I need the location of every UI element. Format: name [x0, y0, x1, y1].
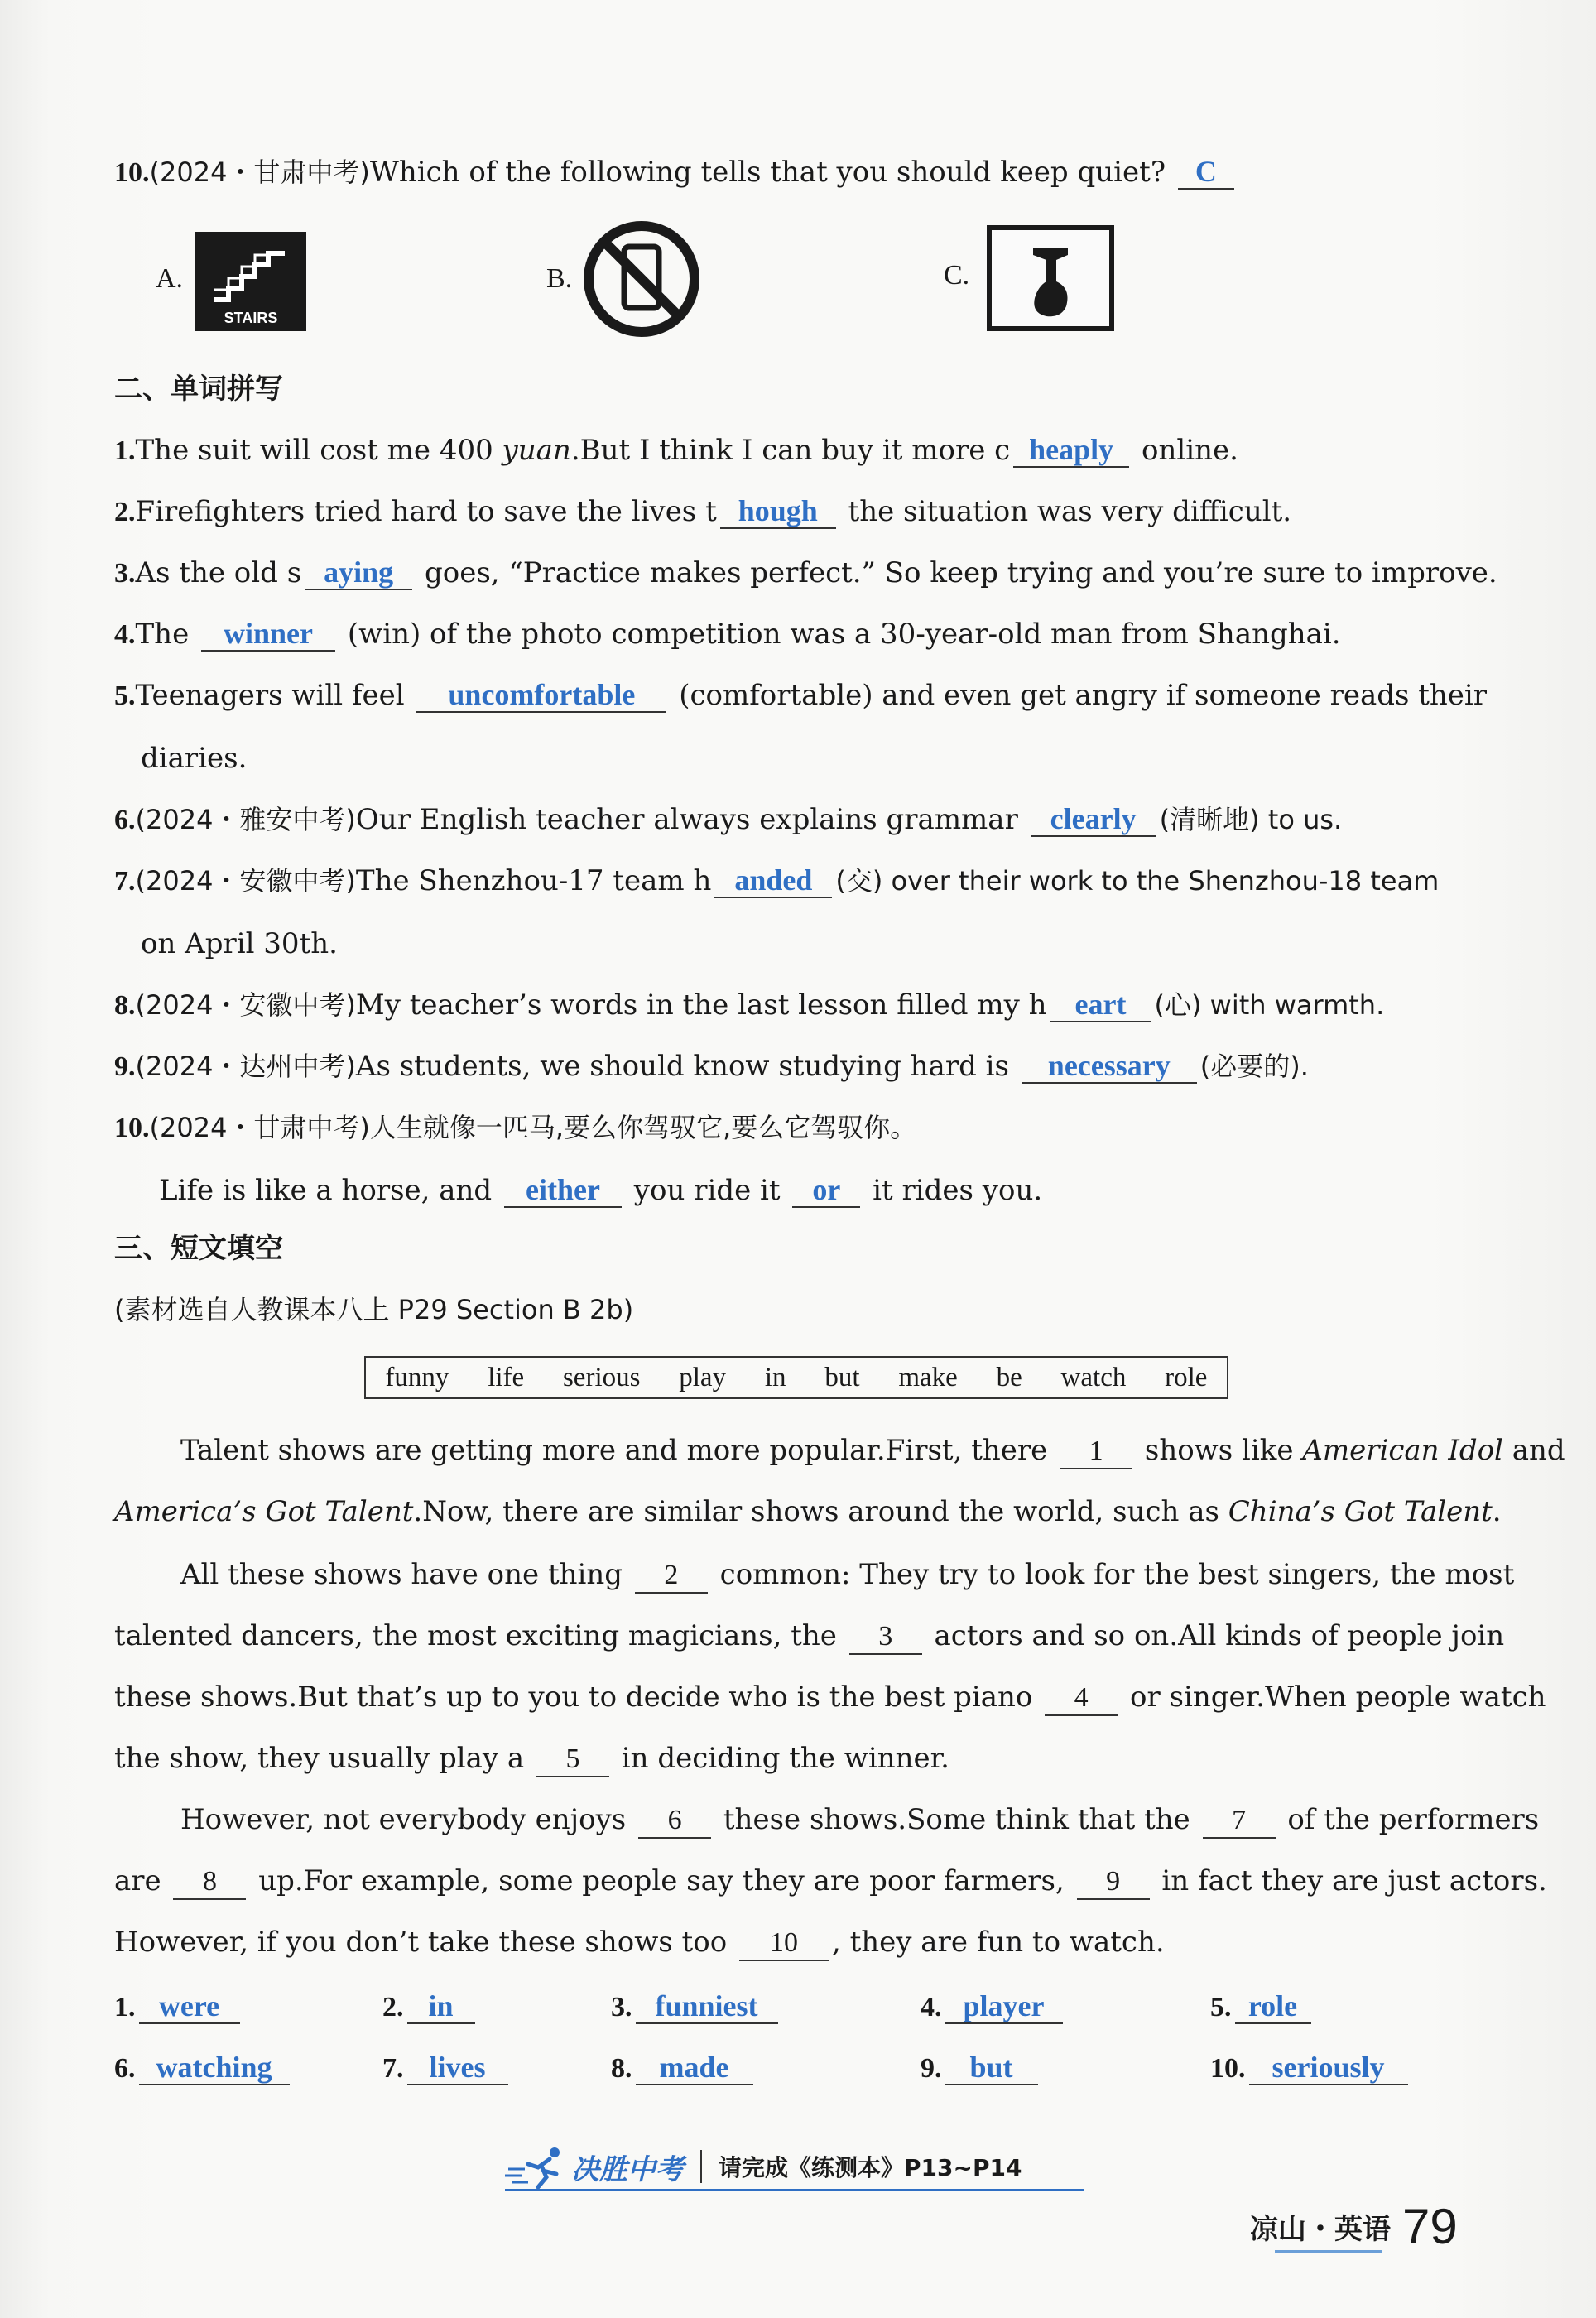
brand-logo: 决胜中考	[571, 2152, 684, 2186]
answer-number: 8.	[611, 2053, 632, 2084]
s2-item-1	[114, 430, 1488, 471]
item-text: (comfortable) and even get angry if someone reads their	[670, 679, 1488, 712]
s2-item-5-cont: diaries.	[141, 742, 248, 775]
item-source: (2024・达州中考)	[135, 1051, 356, 1082]
item-text: (清晰地) to us.	[1159, 804, 1343, 835]
passage-blank: 6	[638, 1804, 711, 1839]
item-text: you ride it	[625, 1174, 790, 1207]
answer-number: 9.	[921, 2053, 942, 2084]
answer-item	[921, 2048, 1041, 2089]
answer-blank: seriously	[1249, 2051, 1408, 2085]
question-text: Which of the following tells that you should keep quiet?	[369, 156, 1166, 189]
item-text: online.	[1132, 434, 1238, 467]
passage-text: are	[114, 1864, 171, 1897]
item-number: 9.	[114, 1051, 136, 1082]
item-text: Firefighters tried hard to save the lives t	[135, 495, 717, 528]
item-text: Life is like a horse, and	[159, 1174, 501, 1207]
option-a-label: A.	[156, 263, 184, 294]
answer-blank: player	[945, 1989, 1063, 2024]
answer-number: 5.	[1210, 1992, 1232, 2022]
s2-item-7-cont: on April 30th.	[141, 927, 338, 960]
answer-number: 4.	[921, 1992, 942, 2022]
word-box	[364, 1356, 1228, 1399]
item-text: it rides you.	[863, 1174, 1043, 1207]
answer-blank: either	[504, 1173, 622, 1208]
item-text: The Shenzhou-17 team h	[355, 864, 712, 897]
item-text: 人生就像一匹马,要么你驾驭它,要么它驾驭你。	[369, 1112, 917, 1143]
passage-italic: America’s Got Talent	[114, 1495, 414, 1528]
option-c-label: C.	[944, 260, 970, 291]
passage-p2-line3	[114, 1677, 1546, 1717]
answer-blank: watching	[139, 2051, 290, 2085]
passage-italic: China’s Got Talent	[1228, 1495, 1493, 1528]
answer-blank: eart	[1050, 988, 1151, 1022]
passage-text: the show, they usually play a	[114, 1742, 533, 1775]
item-number: 6.	[114, 805, 136, 835]
passage-text: talented dancers, the most exciting magicians, the	[114, 1619, 846, 1652]
passage-blank: 5	[536, 1743, 609, 1777]
word-box-item: serious	[562, 1362, 641, 1392]
passage-p1-line1	[180, 1431, 1565, 1470]
answer-number: 7.	[382, 2053, 404, 2084]
no-phone-icon	[581, 219, 702, 339]
s2-item-9	[114, 1046, 1488, 1087]
item-text: Our English teacher always explains grammar	[355, 803, 1027, 836]
answer-blank: or	[792, 1173, 860, 1208]
passage-text: shows like	[1136, 1434, 1303, 1467]
passage-text: in deciding the winner.	[612, 1742, 949, 1775]
passage-text: All these shows have one thing	[180, 1558, 632, 1591]
item-number: 7.	[114, 866, 136, 897]
item-source: (2024・雅安中考)	[135, 804, 356, 835]
passage-blank: 9	[1077, 1865, 1150, 1900]
item-source: (2024・安徽中考)	[135, 865, 356, 897]
answer-item	[114, 2048, 293, 2089]
answer-blank: aying	[305, 555, 412, 590]
question-source: (2024・甘肃中考)	[149, 156, 370, 188]
answer-blank: anded	[714, 863, 832, 898]
page-info	[1250, 2197, 1458, 2255]
word-box-item: but	[824, 1362, 860, 1392]
q10-line	[114, 152, 1488, 193]
item-italic: yuan	[502, 434, 571, 467]
s2-item-10	[114, 1108, 1488, 1148]
footer-instruction: 请完成《练测本》P13~P14	[719, 2154, 1022, 2181]
s2-item-8	[114, 985, 1488, 1026]
passage-text: Talent shows are getting more and more popular.First, there	[180, 1434, 1057, 1467]
passage-text: However, if you don’t take these shows too	[114, 1926, 736, 1959]
page-region: 凉山・英语	[1250, 2212, 1391, 2246]
passage-text: in fact they are just actors.	[1152, 1864, 1547, 1897]
item-number: 1.	[114, 435, 136, 466]
item-text: (心) with warmth.	[1154, 989, 1385, 1021]
item-text: (win) of the photo competition was a 30-year-old man from Shanghai.	[339, 618, 1341, 651]
answer-item	[382, 2048, 512, 2089]
answer-item	[921, 1987, 1066, 2027]
word-box-item: in	[764, 1362, 786, 1392]
answer-blank: lives	[407, 2051, 508, 2085]
section3-title: 三、短文填空	[114, 1232, 283, 1265]
answer-number: 10.	[1210, 2053, 1246, 2084]
word-box-item: play	[679, 1362, 727, 1392]
answer-blank: necessary	[1022, 1049, 1197, 1084]
item-text: (交) over their work to the Shenzhou-18 team	[835, 865, 1440, 897]
passage-text: .	[1492, 1495, 1502, 1528]
question-number: 10.	[114, 157, 150, 188]
passage-text: up.For example, some people say they are poor farmers,	[249, 1864, 1074, 1897]
passage-text: .Now, there are similar shows around the world, such as	[413, 1495, 1228, 1528]
answer-number: 1.	[114, 1992, 136, 2022]
answer-item	[382, 1987, 478, 2027]
item-number: 2.	[114, 497, 136, 527]
word-box-item: funny	[385, 1362, 449, 1392]
answer-number: 2.	[382, 1992, 404, 2022]
item-source: (2024・甘肃中考)	[149, 1112, 370, 1143]
passage-p2-line2	[114, 1616, 1505, 1656]
item-text: As the old s	[135, 556, 302, 589]
passage-blank: 4	[1045, 1681, 1118, 1716]
passage-text: , they are fun to watch.	[831, 1926, 1165, 1959]
item-text: .But I think I can buy it more c	[570, 434, 1011, 467]
footer-banner	[505, 2144, 1084, 2191]
word-box-item: make	[898, 1362, 958, 1392]
word-box-item: be	[996, 1362, 1022, 1392]
passage-p2-line1	[180, 1555, 1555, 1594]
s2-item-6	[114, 800, 1488, 840]
page-number-underline	[1275, 2250, 1382, 2253]
passage-p3-line1	[180, 1800, 1555, 1839]
passage-blank: 10	[739, 1926, 829, 1961]
answer-blank: winner	[201, 617, 335, 652]
s2-item-7	[114, 861, 1488, 902]
item-source: (2024・安徽中考)	[135, 989, 356, 1021]
item-text: goes, “Practice makes perfect.” So keep trying and you’re sure to improve.	[416, 556, 1497, 589]
passage-p1-line2	[114, 1492, 1502, 1532]
answer-blank: clearly	[1031, 802, 1156, 837]
passage-text: of the performers	[1278, 1803, 1540, 1836]
passage-p3-line3	[114, 1922, 1488, 1962]
item-text: The	[135, 618, 199, 651]
answer-blank: heaply	[1013, 433, 1129, 468]
answer-item	[1210, 1987, 1315, 2027]
item-text: As students, we should know studying hard is	[355, 1050, 1018, 1083]
item-text: My teacher’s words in the last lesson filled my h	[355, 988, 1047, 1022]
section2-title: 二、单词拼写	[114, 373, 283, 406]
s2-item-4	[114, 614, 1488, 655]
answer-item	[611, 2048, 757, 2089]
passage-text: common: They try to look for the best singers, the most	[710, 1558, 1515, 1591]
item-text: The suit will cost me 400	[135, 434, 502, 467]
passage-blank: 7	[1203, 1804, 1276, 1839]
passage-blank: 2	[635, 1559, 708, 1594]
passage-text: However, not everybody enjoys	[180, 1803, 636, 1836]
item-number: 4.	[114, 619, 136, 650]
s2-item-2	[114, 492, 1488, 532]
passage-text: or singer.When people watch	[1121, 1681, 1546, 1714]
answer-blank: role	[1235, 1989, 1311, 2024]
footer-divider	[700, 2150, 702, 2183]
trumpet-sign-icon	[987, 225, 1114, 331]
answer-blank: in	[407, 1989, 475, 2024]
answer-blank: C	[1178, 155, 1234, 190]
passage-text: these shows.Some think that the	[714, 1803, 1199, 1836]
item-number: 8.	[114, 990, 136, 1021]
passage-text: these shows.But that’s up to you to decide who is the best piano	[114, 1681, 1042, 1714]
item-number: 5.	[114, 680, 136, 711]
stairs-sign-icon	[195, 232, 306, 331]
passage-p3-line2	[114, 1861, 1547, 1901]
answer-item	[114, 1987, 243, 2027]
section3-source: (素材选自人教课本八上 P29 Section B 2b)	[114, 1294, 634, 1325]
runner-icon	[505, 2146, 571, 2192]
item-number: 3.	[114, 558, 136, 589]
stairs-sign-text: STAIRS	[224, 310, 278, 326]
answer-item	[1210, 2048, 1411, 2089]
passage-blank: 1	[1060, 1435, 1132, 1469]
passage-p2-line4	[114, 1738, 1488, 1778]
passage-italic: American Idol	[1302, 1434, 1503, 1467]
passage-text: and	[1502, 1434, 1565, 1467]
answer-blank: were	[139, 1989, 240, 2024]
passage-blank: 3	[849, 1620, 922, 1655]
answer-number: 6.	[114, 2053, 136, 2084]
s2-item-10-english	[159, 1171, 1533, 1210]
answer-number: 3.	[611, 1992, 632, 2022]
answer-item	[611, 1987, 781, 2027]
passage-text: actors and so on.All kinds of people join	[925, 1619, 1505, 1652]
s2-item-3	[114, 553, 1497, 594]
option-b-label: B.	[546, 263, 573, 294]
item-text: (必要的).	[1199, 1051, 1309, 1082]
item-text: Teenagers will feel	[135, 679, 414, 712]
page-number: 79	[1402, 2198, 1458, 2254]
answer-blank: hough	[720, 494, 836, 529]
s2-item-5	[114, 676, 1488, 716]
answer-blank: made	[636, 2051, 753, 2085]
word-box-item: role	[1165, 1362, 1208, 1392]
word-box-item: watch	[1060, 1362, 1127, 1392]
passage-blank: 8	[173, 1865, 246, 1900]
answer-blank: but	[945, 2051, 1038, 2085]
answer-blank: funniest	[636, 1989, 778, 2024]
item-number: 10.	[114, 1113, 150, 1143]
answer-blank: uncomfortable	[416, 678, 666, 713]
word-box-item: life	[488, 1362, 525, 1392]
item-text: the situation was very difficult.	[839, 495, 1292, 528]
